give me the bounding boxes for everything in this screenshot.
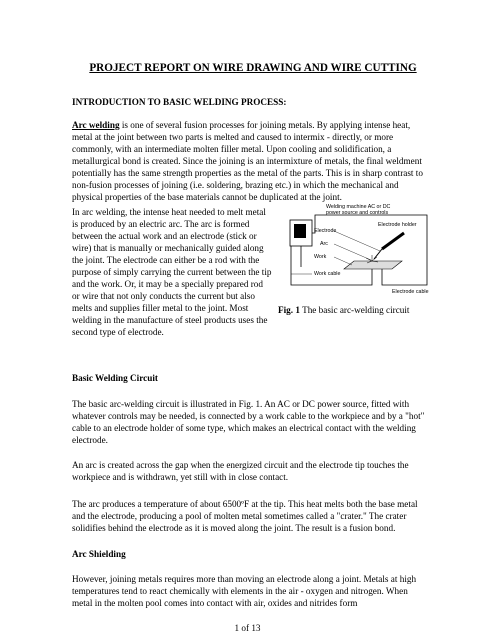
arc-welding-term: Arc welding: [72, 120, 120, 130]
figure-caption: [278, 304, 409, 316]
paragraph-arc-temperature: The arc produces a temperature of about 6500ºF at the tip. This heat melts both the base metal and the electrode, producing a pool of molten metal sometimes called a "crater." The crater solidifies behind the electrode as it is moved along the joint. The result is a fusion bond.: [72, 499, 418, 533]
page-title: PROJECT REPORT ON WIRE DRAWING AND WIRE CUTTING: [89, 62, 417, 74]
paragraph-arc-heat: In arc welding, the intense heat needed to melt metal is produced by an electric arc. The arc is formed between the actual work and an electrode (stick or wire) that is manually or mechanically guided along the joint. The electrode can either be a rod with the purpose of simply carrying the current between the tip and the work. Or, it may be a specially prepared rod or wire that not only conducts the current but also melts and supplies filler metal to the joint. Most welding in the manufacture of steel products uses the second type of electrode.: [72, 207, 272, 337]
figure-number: Fig. 1: [278, 305, 300, 315]
figure-caption-text: The basic arc-welding circuit: [299, 305, 410, 315]
paragraph-basic-circuit: The basic arc-welding circuit is illustrated in Fig. 1. An AC or DC power source, fitted with whatever controls may be needed, is connected by a work cable to the workpiece and by a "hot" cable to an electrode holder of some type, which makes an electrical contact with the welding electrode.: [72, 399, 425, 445]
label-electrode-cable: Electrode cable: [392, 289, 429, 295]
label-electrode: Electrode: [314, 228, 337, 234]
workpiece: [344, 261, 402, 269]
label-welding-machine: Welding machine AC or DC power source and controls: [326, 204, 391, 216]
paragraph-arc-shielding: However, joining metals requires more than moving an electrode along a joint. Metals at high temperatures tend to react chemically with elements in the air - oxygen and nitrogen. When metal in the molten pool comes into contact with air, oxides and nitrides form: [72, 574, 417, 608]
label-work: Work: [314, 254, 327, 260]
intro-heading: INTRODUCTION TO BASIC WELDING PROCESS:: [72, 97, 287, 107]
heading-basic-welding-circuit: Basic Welding Circuit: [72, 373, 158, 383]
welding-machine-panel: [294, 224, 306, 238]
electrode-holder: [382, 233, 404, 249]
paragraph-arc-created: An arc is created across the gap when the energized circuit and the electrode tip touches the workpiece and is withdrawn, yet still with in close contact.: [72, 460, 409, 482]
label-electrode-holder: Electrode holder: [378, 222, 417, 228]
page-number: 1 of 13: [234, 623, 261, 633]
paragraph-arc-welding: [72, 119, 428, 203]
heading-arc-shielding: Arc Shielding: [72, 549, 126, 559]
label-arc: Arc: [320, 241, 328, 247]
electrode-rod: [374, 249, 382, 259]
arc-welding-circuit-figure: [282, 203, 432, 295]
label-work-cable: Work cable: [314, 271, 341, 277]
paragraph-arc-welding-text: is one of several fusion processes for joining metals. By applying intense heat, metal at the joint between two parts is melted and caused to intermix - directly, or more commonly, with an intermediate molten filler metal. Upon cooling and solidification, a metallurgical bond is created. Since the joining is an intermixture of metals, the final weldment potentially has the same strength properties as the metal of the parts. This is in sharp contrast to non-fusion processes of joining (i.e. soldering, brazing etc.) in which the mechanical and physical properties of the base materials cannot be duplicated at the joint.: [72, 120, 423, 202]
